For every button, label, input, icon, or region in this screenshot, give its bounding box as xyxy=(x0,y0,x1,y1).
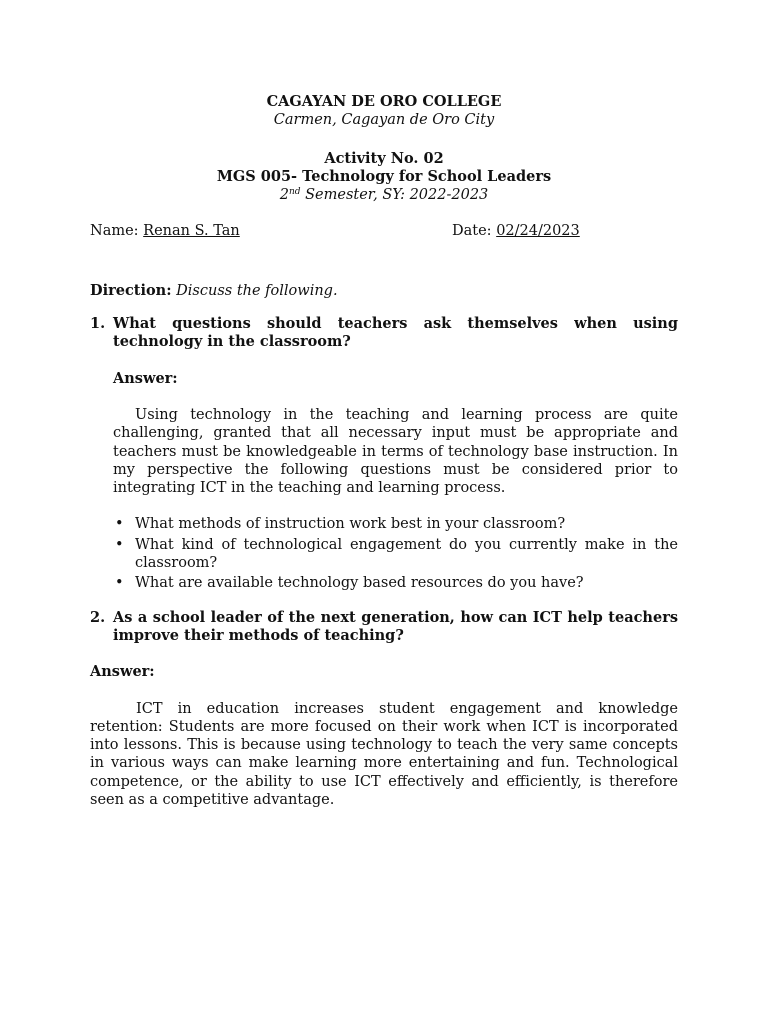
course-title: MGS 005- Technology for School Leaders xyxy=(216,167,552,185)
date-value: 02/24/2023 xyxy=(496,223,580,240)
question-text: What questions should teachers ask themselves when using technology in the classroom? xyxy=(113,315,678,351)
date-label: Date: xyxy=(452,223,497,240)
name-field xyxy=(90,222,240,240)
date-field xyxy=(452,222,678,240)
question-number: 1. xyxy=(90,315,106,333)
bullet-icon: • xyxy=(115,575,124,592)
bullet-icon: • xyxy=(115,516,124,533)
list-item-text: What kind of technological engagement do you currently make in the classroom? xyxy=(135,536,678,572)
semester-line xyxy=(90,186,678,204)
document-page xyxy=(90,93,678,809)
answer-paragraph: Using technology in the teaching and learning process are quite challenging, granted that all necessary input must be appropriate and teachers must be knowledgeable in terms of technology base instruction. In my perspective the following questions must be considered prior to integrating ICT in the teaching and learning process. xyxy=(113,406,678,497)
semester-number: 2 xyxy=(279,187,289,204)
activity-title: Activity No. 02 xyxy=(324,149,444,167)
answer-label: Answer: xyxy=(90,663,155,681)
list-item xyxy=(115,515,678,533)
list-item xyxy=(115,536,678,573)
institution-location: Carmen, Cagayan de Oro City xyxy=(273,112,495,129)
question-2 xyxy=(90,609,678,646)
institution-name: CAGAYAN DE ORO COLLEGE xyxy=(266,93,502,110)
answer-paragraph: ICT in education increases student engagement and knowledge retention: Students are more focused on their work when ICT is incorporated into lessons. This is because using technology to teach the very same concepts in various ways can make learning more entertaining and fun. Technological competence, or the ability to use ICT effectively and efficiently, is therefore seen as a competitive advantage. xyxy=(90,700,678,809)
direction-line xyxy=(90,282,678,300)
question-number: 2. xyxy=(90,608,106,626)
list-item xyxy=(115,574,678,592)
name-label: Name: xyxy=(90,223,144,240)
question-1 xyxy=(90,315,678,352)
direction-text: Discuss the following. xyxy=(171,282,338,299)
list-item-text: What methods of instruction work best in your classroom? xyxy=(135,516,566,533)
question-text: As a school leader of the next generation, how can ICT help teachers improve their methods of teaching? xyxy=(113,608,678,644)
document-header xyxy=(90,93,678,204)
semester-text: Semester, SY: 2022-2023 xyxy=(300,187,489,204)
list-item-text: What are available technology based resources do you have? xyxy=(135,575,584,592)
answer-1 xyxy=(113,370,678,498)
answer-2 xyxy=(90,663,678,809)
info-row xyxy=(90,222,678,240)
bullet-icon: • xyxy=(115,536,124,553)
name-value: Renan S. Tan xyxy=(143,223,240,240)
answer-1-bullet-list xyxy=(113,515,678,592)
direction-label: Direction: xyxy=(90,281,172,299)
answer-label: Answer: xyxy=(113,369,178,387)
semester-ordinal: nd xyxy=(288,187,301,198)
